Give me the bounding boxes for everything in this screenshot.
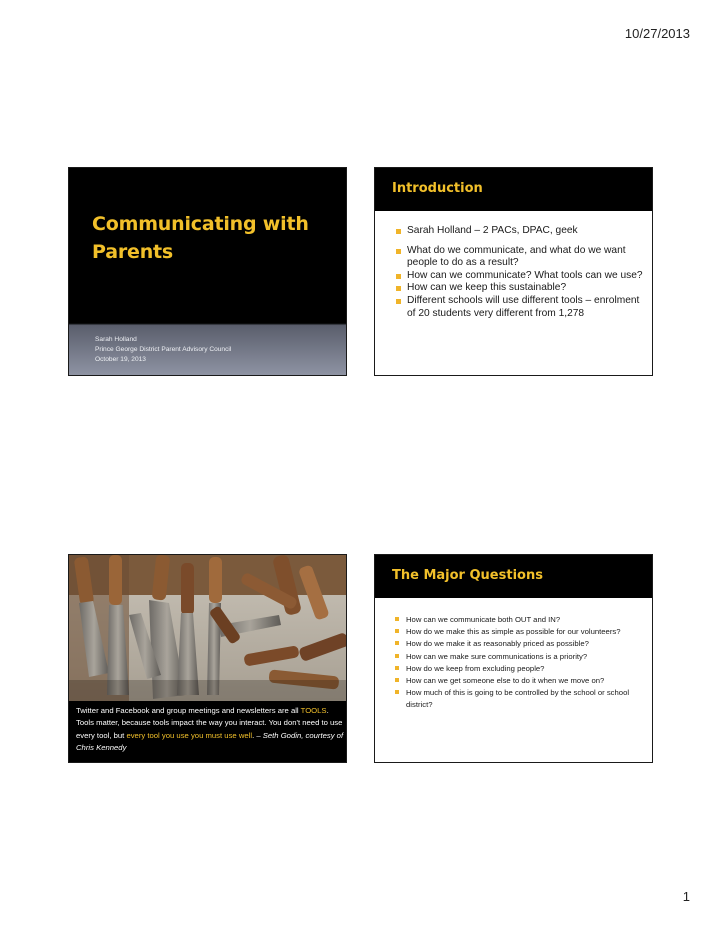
list-item <box>396 245 646 270</box>
list-item-text: How can we communicate both OUT and IN? <box>406 615 561 624</box>
bullet-icon <box>395 641 399 645</box>
list-item-text: How do we keep from excluding people? <box>406 663 545 673</box>
slide-heading: Introduction <box>392 181 483 196</box>
list-item-text: How do we make it as reasonably priced as possible? <box>406 639 589 649</box>
quote-text-1: Twitter and Facebook and group meetings and newsletters are all <box>76 706 301 715</box>
quote-text-3: . – <box>252 730 263 740</box>
page-number: 1 <box>682 889 690 904</box>
list-item <box>395 687 647 711</box>
list-item-text: Different schools will use different tools – enrolment of 20 students very different from 1,278 <box>407 294 640 319</box>
bullet-list <box>395 614 647 712</box>
bullet-icon <box>396 286 401 291</box>
bullet-icon <box>396 249 401 254</box>
bullet-icon <box>396 229 401 234</box>
introduction-slide <box>374 167 653 376</box>
presenter-name: Sarah Holland <box>95 336 137 343</box>
list-item-text: How can we communicate? What tools can we use? <box>407 269 643 281</box>
slide-title-line-1: Communicating with <box>92 213 309 235</box>
slide-title-line-2: Parents <box>92 241 174 263</box>
bullet-icon <box>395 666 399 670</box>
list-item-text: How can we get someone else to do it when we move on? <box>406 676 605 686</box>
list-item <box>395 614 647 626</box>
quote-attribution: Seth Godin, courtesy of Chris Kennedy <box>76 730 344 752</box>
bullet-icon <box>395 654 399 658</box>
slide-header <box>375 168 652 211</box>
list-item <box>396 225 646 238</box>
quote-highlight-use-well: every tool you use you must use well <box>126 730 253 740</box>
list-item-text: What do we communicate, and what do we want people to do as a result? <box>407 244 626 269</box>
presentation-date: October 19, 2013 <box>95 356 146 363</box>
presenter-organization: Prince George District Parent Advisory Council <box>95 346 232 353</box>
list-item <box>395 626 647 638</box>
tools-quote-slide <box>68 554 347 763</box>
page-date: 10/27/2013 <box>624 26 690 41</box>
list-item <box>395 651 647 663</box>
major-questions-slide <box>374 554 653 763</box>
bullet-icon <box>395 617 399 621</box>
slide-heading: The Major Questions <box>392 568 543 583</box>
bullet-icon <box>396 299 401 304</box>
list-item <box>396 295 646 320</box>
slide-title <box>92 210 337 266</box>
presenter-info <box>95 335 231 365</box>
bullet-icon <box>395 629 399 633</box>
list-item-text: How much of this is going to be controlled by the school or school district? <box>406 688 630 710</box>
list-item <box>395 663 647 675</box>
list-item <box>395 675 647 687</box>
slide-header <box>375 555 652 598</box>
tools-quote <box>76 705 344 754</box>
bullet-icon <box>396 274 401 279</box>
list-item-text: How can we keep this sustainable? <box>407 282 567 294</box>
list-item <box>396 270 646 283</box>
quote-highlight-tools: TOOLS <box>300 706 327 715</box>
bullet-list <box>396 225 646 320</box>
quote-text-2: . Tools matter, because tools impact the way you interact. You don't need to use every tool, but <box>76 706 343 740</box>
chisels-photo <box>69 555 347 701</box>
list-item <box>396 282 646 295</box>
list-item <box>395 638 647 650</box>
list-item-text: How can we make sure communications is a priority? <box>406 651 588 661</box>
list-item-text: How do we make this as simple as possible for our volunteers? <box>406 627 621 637</box>
title-slide <box>68 167 347 376</box>
bullet-icon <box>395 678 399 682</box>
list-item-text: Sarah Holland – 2 PACs, DPAC, geek <box>407 225 578 236</box>
bullet-icon <box>395 690 399 694</box>
